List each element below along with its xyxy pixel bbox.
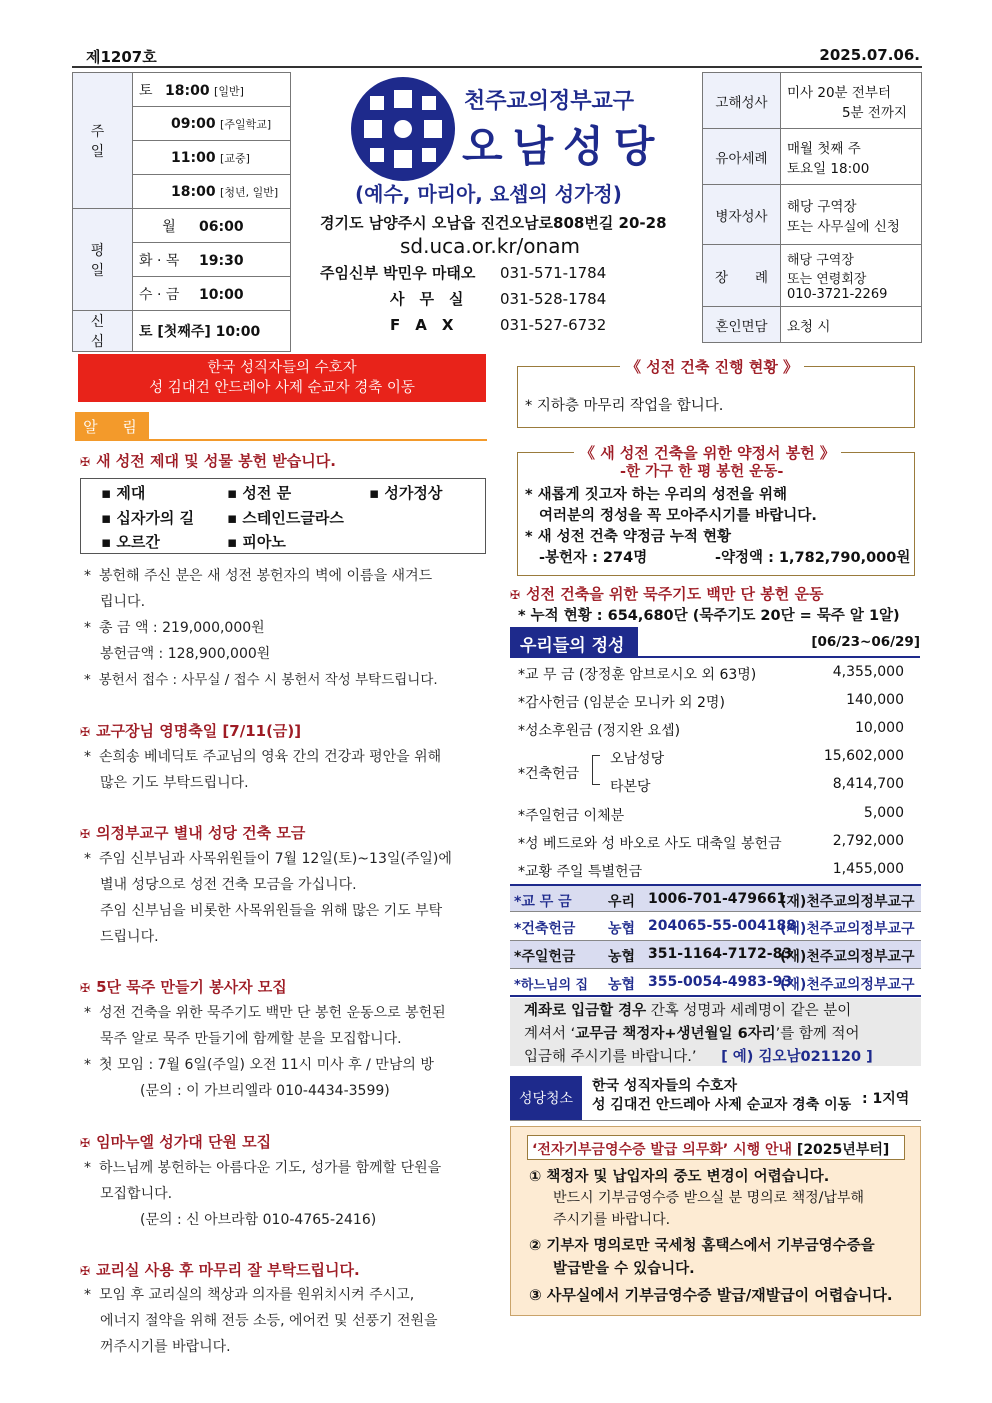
mass-row: 09:00 [주일학교] (133, 107, 291, 141)
offerings-period: [06/23~06/29] (811, 634, 920, 650)
contact-row: 사 무 실 031-528-1784 (390, 290, 607, 308)
mass-row: 월 06:00 (133, 209, 291, 243)
contact-row: F A X 031-527-6732 (390, 316, 607, 334)
notice-body: * 손희송 베네딕토 주교님의 영육 간의 건강과 평안을 위해 많은 기도 부탁드립니다. (84, 749, 442, 791)
item: ▪ 스테인드글라스 (227, 509, 344, 527)
sacrament-detail: 해당 구역장 또는 사무실에 신청 (781, 185, 922, 245)
notice-tab: 알 림 (75, 412, 149, 439)
sacrament-label: 혼인면담 (703, 307, 781, 343)
notice-title: ✠ 의정부교구 별내 성당 건축 모금 (80, 824, 306, 842)
tax-notice-point: ③ 사무실에서 기부금영수증 발급/재발급이 어렵습니다. (529, 1286, 893, 1304)
offering-row: *교 무 금 (장정훈 암브로시오 외 63명) 4,355,000 (518, 664, 904, 683)
sacraments-table (702, 72, 922, 343)
sacrament-label: 장 례 (703, 245, 781, 307)
mass-row: 토 [첫째주] 10:00 (133, 311, 291, 352)
item: ▪ 오르간 (101, 533, 160, 551)
notice-title: ✠ 교리실 사용 후 마무리 잘 부탁드립니다. (80, 1261, 360, 1279)
sacrament-detail: 미사 20분 전부터 5분 전까지 (781, 73, 922, 129)
sacrament-detail: 매월 첫째 주 토요일 18:00 (781, 129, 922, 185)
diocese-logo (350, 76, 456, 182)
notice-body: * 모임 후 교리실의 책상과 의자를 원위치시켜 주시고, 에너지 절약을 위해 전등 소등, 에어컨 및 선풍기 전원을 꺼주시기를 바랍니다. (84, 1287, 438, 1355)
pledge-subtitle: -한 가구 한 평 봉헌 운동- (620, 464, 784, 480)
mass-row: 화 · 목 19:30 (133, 243, 291, 277)
building-fund-bracket (592, 755, 600, 785)
issue-date: 2025.07.06. (819, 46, 920, 64)
notice-title: ✠ 새 성전 제대 및 성물 봉헌 받습니다. (80, 452, 336, 470)
cleaning-rule (510, 1120, 921, 1121)
parish-website[interactable]: sd.uca.or.kr/onam (400, 234, 580, 258)
tax-notice-point: ① 책정자 및 납입자의 중도 변경이 어렵습니다. (529, 1169, 830, 1185)
sunday-label: 주 일 (73, 73, 133, 209)
notice-body: * 하느님께 봉헌하는 아름다운 기도, 성가를 함께할 단원을 모집합니다. (문의 : 신 아브라함 010-4765-2416) (84, 1160, 442, 1228)
account-row: *하느님의 집 농협 355-0054-4983-93 (재)천주교의정부교구 (510, 969, 921, 997)
offerings-title: 우리들의 정성 (510, 627, 638, 657)
construction-status-text: * 지하층 마무리 작업을 합니다. (525, 398, 724, 414)
night-label: 신 심 (73, 311, 133, 352)
offering-row: 타본당 8,414,700 (610, 776, 904, 795)
cleaning-area: : 1지역 (862, 1091, 910, 1107)
tax-notice-detail: 반드시 기부금영수증 받으실 분 명의로 책정/납부해 주시기를 바랍니다. (553, 1190, 864, 1228)
sacrament-label: 유아세례 (703, 129, 781, 185)
notice-body: * 성전 건축을 위한 묵주기도 백만 단 봉헌 운동으로 봉헌된 묵주 알로 묵주 만들기에 함께할 분을 모집합니다. * 첫 모임 : 7월 6일(주일) 오전 11시 미사 후 / 만남의 방 (문의 : 이 가브리엘라 010-4434-3599) (84, 1005, 446, 1099)
account-row: *주일헌금 농협 351-1164-7172-83 (재)천주교의정부교구 (510, 941, 921, 969)
tax-notice-point: ② 기부자 명의로만 국세청 홈택스에서 기부금영수증을 발급받을 수 있습니다. (529, 1238, 875, 1277)
sacrament-detail: 요청 시 (781, 307, 922, 343)
pledge-text: * 새롭게 짓고자 하는 우리의 성전을 위해 여러분의 정성을 꼭 모아주시기를 바랍니다. * 새 성전 건축 약정금 누적 현황 -봉헌자 : 274명 -약정액 : 1,782,790,000원 (525, 487, 911, 566)
offering-row: 오남성당 15,602,000 (610, 748, 904, 767)
building-fund-label: *건축헌금 (518, 766, 580, 782)
top-rule (72, 66, 922, 68)
notice-title: ✠ 임마누엘 성가대 단원 모집 (80, 1133, 272, 1151)
mass-row: 18:00 [청년, 일반] (133, 175, 291, 209)
offering-items-box (80, 478, 486, 554)
sacrament-label: 고해성사 (703, 73, 781, 129)
mass-row: 토 18:00 [일반] (133, 73, 291, 107)
notice-title: ✠ 교구장님 영명축일 [7/11(금)] (80, 722, 302, 740)
contact-row: 주임신부 박민우 마태오 031-571-1784 (320, 264, 607, 282)
notice-body: * 봉헌해 주신 분은 새 성전 봉헌자의 벽에 이름을 새겨드 립니다. * 총 금 액 : 219,000,000원 봉헌금액 : 128,900,000원 * 봉헌서 접수 : 사무실 / 접수 시 봉헌서 작성 부탁드립니다. (84, 568, 438, 688)
martyr-feast-banner: 한국 성직자들의 수호자 성 김대건 안드레아 사제 순교자 경축 이동 (78, 354, 486, 402)
parish-address: 경기도 남양주시 오남읍 진건오남로808번길 20-28 (320, 214, 667, 232)
notice-title: ✠ 5단 묵주 만들기 봉사자 모집 (80, 978, 287, 996)
parish-name: 오남성당 (462, 122, 665, 171)
item: ▪ 성가정상 (369, 484, 443, 502)
weekday-label: 평 일 (73, 209, 133, 311)
item: ▪ 성전 문 (227, 484, 292, 502)
construction-status-title: 《 성전 건축 진행 현황 》 (620, 356, 804, 377)
offering-row: *성소후원금 (정지완 요셉) 10,000 (518, 720, 904, 739)
parish-patrons: (예수, 마리아, 요셉의 성가정) (355, 182, 622, 206)
pledge-title: 《 새 성전 건축을 위한 약정서 봉헌 》 (574, 442, 841, 463)
notice-rule (75, 439, 487, 441)
offering-row: *감사헌금 (임분순 모니카 외 2명) 140,000 (518, 692, 904, 711)
tax-notice-title: ‘전자기부금영수증 발급 의무화’ 시행 안내 [2025년부터] (527, 1135, 905, 1160)
offering-row: *교황 주일 특별헌금 1,455,000 (518, 861, 904, 880)
diocese-name: 천주교의정부교구 (464, 89, 635, 114)
cleaning-label: 성당청소 (510, 1076, 582, 1120)
issue-number: 제1207호 (86, 48, 157, 66)
mass-row: 수 · 금 10:00 (133, 277, 291, 311)
sacrament-detail: 해당 구역장 또는 연령회장 010-3721-2269 (781, 245, 922, 307)
item: ▪ 제대 (101, 484, 146, 502)
cleaning-text: 한국 성직자들의 수호자 성 김대건 안드레아 사제 순교자 경축 이동 (592, 1078, 852, 1113)
sacrament-label: 병자성사 (703, 185, 781, 245)
item: ▪ 십자가의 길 (101, 509, 195, 527)
mass-schedule-table (72, 72, 291, 352)
rosary-status: * 누적 현황 : 654,680단 (묵주기도 20단 = 묵주 알 1알) (518, 608, 900, 624)
item: ▪ 피아노 (227, 533, 286, 551)
account-row: *교 무 금 우리 1006-701-479661 (재)천주교의정부교구 (510, 884, 921, 912)
rosary-title: ✠ 성전 건축을 위한 묵주기도 백만 단 봉헌 운동 (510, 585, 824, 603)
notice-body: * 주임 신부님과 사목위원들이 7월 12일(토)~13일(주일)에 별내 성당으로 성전 건축 모금을 가십니다. 주임 신부님을 비롯한 사목위원들을 위해 많은 기도 부탁 드립니다. (84, 851, 452, 945)
donation-receipt-notice (510, 1126, 921, 1316)
offering-row: *성 베드로와 성 바오로 사도 대축일 봉헌금 2,792,000 (518, 833, 904, 852)
deposit-notice: 계좌로 입금할 경우 간혹 성명과 세례명이 같은 분이 계셔서 ‘교무금 책정자+생년월일 6자리’를 함께 적어 입금해 주시기를 바랍니다.’ [ 예) 김오남021120 ] (510, 998, 921, 1066)
account-row: *건축헌금 농협 204065-55-004188 (재)천주교의정부교구 (510, 913, 921, 941)
offering-row: *주일헌금 이체분 5,000 (518, 805, 904, 824)
offerings-rule (510, 656, 920, 658)
mass-row: 11:00 [교중] (133, 141, 291, 175)
